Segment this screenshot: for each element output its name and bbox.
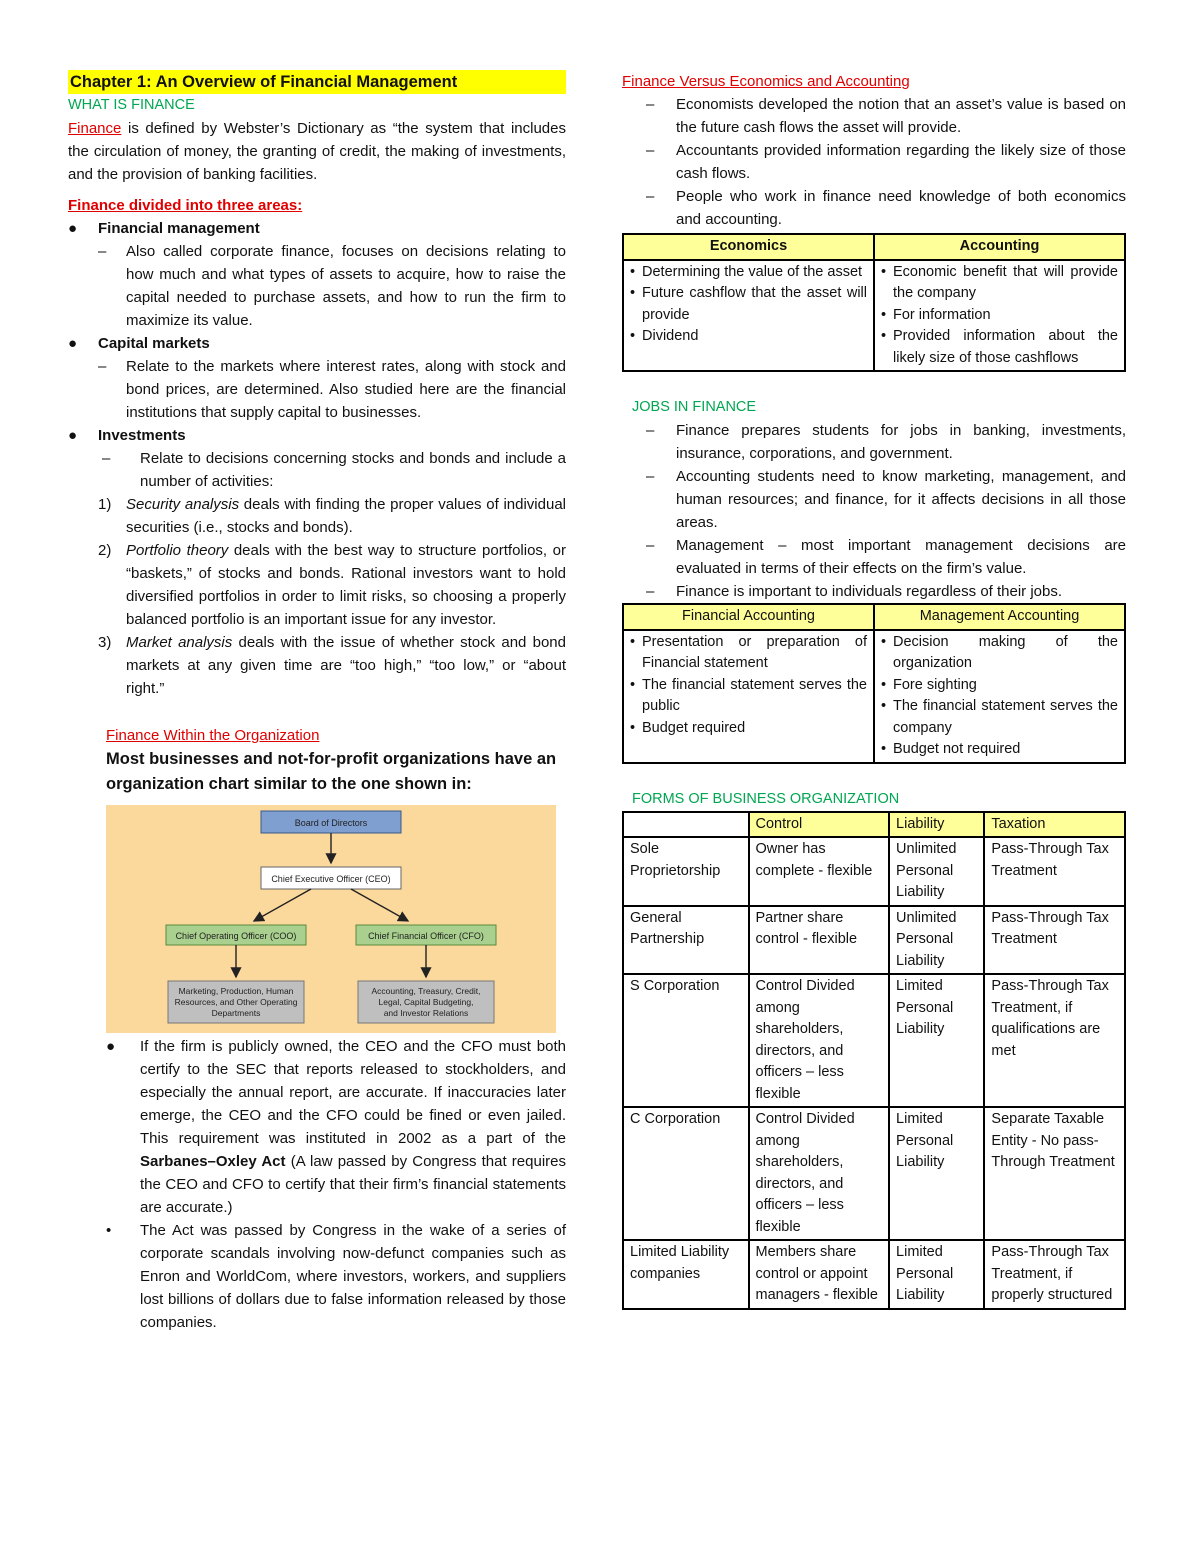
dash-icon: – [98, 243, 107, 260]
jobs-point-text: Finance is important to individuals regardless of their jobs. [676, 583, 1063, 600]
dash-icon: – [646, 468, 655, 485]
activity-item [68, 631, 566, 700]
dash-icon: – [646, 96, 655, 113]
list-item: • Dividend [630, 328, 699, 344]
list-item: • Economic benefit that will provide the company [881, 263, 1118, 301]
table-cell: Pass-Through Tax Treatment, if properly structured [984, 1240, 1125, 1309]
acct-header: Accounting [874, 234, 1125, 260]
table-cell: General Partnership [623, 906, 749, 975]
connector-line [351, 889, 408, 921]
table-cell: Limited Personal Liability [889, 1240, 984, 1309]
area-desc [68, 240, 566, 332]
list-item: • The financial statement serves the public [630, 676, 867, 714]
acct-cell [874, 260, 1125, 372]
jobs-point [622, 534, 1126, 580]
area-desc [68, 447, 566, 493]
table-row [623, 906, 1125, 975]
coo-depts-line: Resources, and Other Operating [174, 997, 298, 1007]
activity-item [68, 493, 566, 539]
left-column [68, 70, 566, 1334]
area-desc [68, 355, 566, 424]
mgmt-acct-cell [874, 630, 1125, 763]
sox-text-b: (A law passed by Congress that requires the CEO and CFO to certify that their firm’s financial statements are accurate.) [140, 1153, 566, 1216]
table-cell: Control Divided among shareholders, directors, and officers – less flexible [749, 1107, 890, 1240]
bullet-icon: ● [68, 427, 78, 444]
jobs-heading: JOBS IN FINANCE [632, 399, 757, 415]
fve-point-text: Economists developed the notion that an asset’s value is based on the future cash flows the asset will provide. [676, 96, 1126, 136]
coo-depts-line: Departments [211, 1008, 261, 1018]
list-item: • Budget not required [881, 741, 1021, 757]
fve-heading: Finance Versus Economics and Accounting [622, 73, 910, 90]
dash-icon: – [102, 450, 111, 467]
connector-line [254, 889, 311, 921]
bullet-icon: ● [106, 1038, 116, 1055]
area-title: Financial management [98, 220, 260, 237]
activity-text: deals with finding the proper values of individual securities (i.e., stocks and bonds). [126, 496, 566, 536]
area-item [68, 217, 566, 240]
coo-label: Chief Operating Officer (COO) [175, 931, 297, 941]
act-text: The Act was passed by Congress in the wake of a series of corporate scandals involving now-defunct companies such as Enron and WorldCom, where investors, workers, and suppliers lost billions of dollars due to false information released by those companies. [140, 1222, 566, 1331]
finance-definition [68, 117, 566, 186]
fin-mgmt-acct-table [622, 603, 1126, 764]
mgmt-acct-header: Management Accounting [874, 604, 1125, 630]
area-title: Investments [98, 427, 186, 444]
activity-number: 2) [98, 542, 112, 559]
finance-definition-text: is defined by Webster’s Dictionary as “the system that includes the circulation of money, the granting of credit, the making of investments, and the provision of banking facilities. [68, 120, 566, 183]
area-desc-text: Also called corporate finance, focuses on decisions relating to how much and what types of assets to acquire, how to raise the capital needed to purchase assets, and how to run the firm to maximize its value. [126, 243, 566, 329]
what-is-finance-heading: WHAT IS FINANCE [68, 97, 195, 113]
table-row [623, 837, 1125, 906]
right-column [622, 70, 1126, 1310]
activity-number: 1) [98, 496, 112, 513]
chapter-title: Chapter 1: An Overview of Financial Management [68, 70, 566, 94]
org-heading: Finance Within the Organization [106, 727, 320, 744]
table-cell: Sole Proprietorship [623, 837, 749, 906]
cfo-label: Chief Financial Officer (CFO) [368, 931, 484, 941]
board-label: Board of Directors [294, 818, 368, 828]
dash-icon: – [646, 188, 655, 205]
org-chart [106, 805, 556, 1033]
list-item: • Fore sighting [881, 676, 977, 693]
cfo-depts-line: and Investor Relations [383, 1008, 469, 1018]
fve-point [622, 185, 1126, 231]
jobs-point [622, 580, 1126, 603]
forms-header-taxation: Taxation [984, 812, 1125, 838]
bullet-icon: ● [68, 335, 78, 352]
list-item: • For information [881, 306, 991, 323]
bullet-icon: ● [68, 220, 78, 237]
sox-bullet [68, 1035, 566, 1219]
econ-cell [623, 260, 874, 372]
econ-header: Economics [623, 234, 874, 260]
jobs-point [622, 419, 1126, 465]
act-bullet [68, 1219, 566, 1334]
three-areas-heading: Finance divided into three areas: [68, 197, 303, 214]
econ-acct-table [622, 233, 1126, 372]
jobs-point [622, 465, 1126, 534]
activity-term: Security analysis [126, 496, 240, 513]
fve-point-text: People who work in finance need knowledge of both economics and accounting. [676, 188, 1126, 228]
list-item: • Decision making of the organization [881, 633, 1118, 671]
activity-term: Portfolio theory [126, 542, 229, 559]
table-cell: Owner has complete - flexible [749, 837, 890, 906]
table-cell: Partner share control - flexible [749, 906, 890, 975]
table-cell: Limited Liability companies [623, 1240, 749, 1309]
table-cell: C Corporation [623, 1107, 749, 1240]
activity-term: Market analysis [126, 634, 233, 651]
dash-icon: – [646, 422, 655, 439]
cfo-depts-line: Accounting, Treasury, Credit, [371, 986, 481, 996]
table-row [623, 1107, 1125, 1240]
area-desc-text: Relate to the markets where interest rates, along with stock and bond prices, are determined. Also studied here are the financial institutions that supply capital to businesses. [126, 358, 566, 421]
finance-term: Finance [68, 120, 122, 137]
table-cell: Limited Personal Liability [889, 1107, 984, 1240]
table-cell: Limited Personal Liability [889, 974, 984, 1107]
org-chart-svg [106, 805, 556, 1033]
area-item [68, 424, 566, 447]
list-item: • The financial statement serves the company [881, 698, 1118, 736]
org-intro: Most businesses and not-for-profit organizations have an organization chart similar to the one shown in: [106, 750, 557, 793]
jobs-point-text: Accounting students need to know marketing, management, and human resources; and finance, for it affects decisions in all those areas. [676, 468, 1126, 531]
coo-depts-line: Marketing, Production, Human [178, 986, 294, 996]
area-desc-text: Relate to decisions concerning stocks and bonds and include a number of activities: [140, 450, 566, 490]
dash-icon: – [646, 142, 655, 159]
forms-header-blank [623, 812, 749, 838]
fin-acct-header: Financial Accounting [623, 604, 874, 630]
table-cell: S Corporation [623, 974, 749, 1107]
forms-header-liability: Liability [889, 812, 984, 838]
ceo-label: Chief Executive Officer (CEO) [271, 874, 391, 884]
list-item: • Determining the value of the asset [630, 263, 863, 280]
forms-table [622, 811, 1126, 1310]
table-cell: Separate Taxable Entity - No pass-Through Treatment [984, 1107, 1125, 1240]
activity-text: deals with the best way to structure portfolios, or “baskets,” of stocks and bonds. Rational investors want to hold diversified portfolios in order to limit risks, so choosing a properly balanced portfolio is an important issue for any investor. [126, 542, 566, 628]
list-item: • Budget required [630, 719, 746, 736]
fin-acct-cell [623, 630, 874, 763]
table-cell: Control Divided among shareholders, directors, and officers – less flexible [749, 974, 890, 1107]
table-row [623, 1240, 1125, 1309]
forms-header-control: Control [749, 812, 890, 838]
list-item: • Presentation or preparation of Financial statement [630, 633, 867, 671]
fve-point [622, 93, 1126, 139]
activity-number: 3) [98, 634, 112, 651]
sox-text-a: If the firm is publicly owned, the CEO and the CFO must both certify to the SEC that reports released to stockholders, and especially the annual report, are accurate. If inaccuracies later emerge, the CEO and the CFO could be fined or even jailed. This requirement was instituted in 2002 as a part of the [140, 1038, 566, 1147]
fve-point [622, 139, 1126, 185]
bullet-icon: • [106, 1222, 112, 1239]
cfo-depts-line: Legal, Capital Budgeting, [378, 997, 474, 1007]
list-item: • Provided information about the likely size of those cashflows [881, 328, 1118, 366]
jobs-point-text: Management – most important management decisions are evaluated in terms of their effects on the firm’s value. [676, 537, 1126, 577]
table-cell: Pass-Through Tax Treatment, if qualifications are met [984, 974, 1125, 1107]
area-item [68, 332, 566, 355]
sox-act-name: Sarbanes–Oxley Act [140, 1153, 286, 1170]
forms-heading: FORMS OF BUSINESS ORGANIZATION [632, 790, 900, 807]
dash-icon: – [646, 583, 655, 600]
area-title: Capital markets [98, 335, 210, 352]
jobs-point-text: Finance prepares students for jobs in banking, investments, insurance, corporations, and government. [676, 422, 1126, 462]
activity-text: deals with the issue of whether stock and bond markets at any given time are “too high,” “too low,” or “about right.” [126, 634, 566, 697]
dash-icon: – [646, 537, 655, 554]
list-item: • Future cashflow that the asset will provide [630, 285, 867, 323]
activity-item [68, 539, 566, 631]
table-cell: Unlimited Personal Liability [889, 906, 984, 975]
fve-point-text: Accountants provided information regarding the likely size of those cash flows. [676, 142, 1126, 182]
table-row [623, 974, 1125, 1107]
table-cell: Unlimited Personal Liability [889, 837, 984, 906]
dash-icon: – [98, 358, 107, 375]
table-cell: Pass-Through Tax Treatment [984, 906, 1125, 975]
table-cell: Pass-Through Tax Treatment [984, 837, 1125, 906]
table-cell: Members share control or appoint managers - flexible [749, 1240, 890, 1309]
